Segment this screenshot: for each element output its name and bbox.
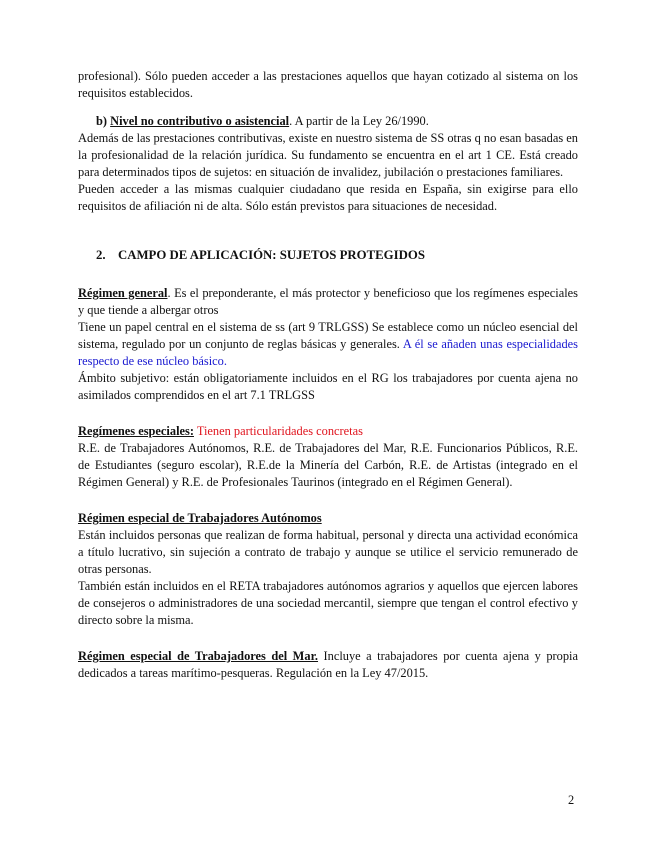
paragraph-no-contributivo: Además de las prestaciones contributivas, existe en nuestro sistema de SS otras q no esan basadas en la profesionalidad de la relación jurídica. Su fundamento se encuentra en el art 1 CE. Está creado para determinados tipos de sujetos: en situación de invalidez, jubilación o prestaciones familiares. — [78, 131, 578, 179]
paragraph-regimen-mar — [78, 648, 578, 682]
heading-nivel-no-contributivo — [78, 113, 578, 130]
re-note: Tienen particularidades concretas — [193, 424, 363, 438]
paragraph-contributivo-end: profesional). Sólo pueden acceder a las prestaciones aquellos que hayan cotizado al sistema on los requisitos establecidos. — [78, 69, 578, 100]
page-number: 2 — [568, 793, 575, 807]
rg-text: . Es el preponderante, el más protector y beneficioso que los regímenes especiales y que tiende a albergar otros — [78, 286, 578, 317]
list-marker: b) — [96, 114, 108, 128]
paragraph-reta-incluidos: Están incluidos personas que realizan de forma habitual, personal y directa una actividad económica a título lucrativo, sin sujeción a contrato de trabajo y aunque se utilice el servicio remunerado de otras personas. — [78, 528, 578, 576]
mar-title: Régimen especial de Trabajadores del Mar. — [78, 649, 319, 663]
rg-papel-text: Tiene un papel central en el sistema de ss (art 9 TRLGSS) Se establece como un núcleo esencial del sistema, regulado por un conjunto de reglas básicas y generales. — [78, 320, 578, 351]
heading-rest: . A partir de la Ley 26/1990. — [289, 114, 429, 128]
paragraph-reta-tambien: También están incluidos en el RETA trabajadores autónomos agrarios y aquellos que ejercen labores de consejeros o administradores de una sociedad mercantil, siempre que tengan el control efectivo y directo sobre la misma. — [78, 579, 578, 627]
document-page — [78, 68, 578, 682]
paragraph-re-lista: R.E. de Trabajadores Autónomos, R.E. de Trabajadores del Mar, R.E. Funcionarios Públicos, R.E. de Estudiantes (seguro escolar), R.E.de la Minería del Carbón, R.E. de Artistas (integrado en el Régimen General) y R.E. de Profesionales Taurinos (integrado en el Régimen General). — [78, 441, 578, 489]
section-title: CAMPO DE APLICACIÓN: SUJETOS PROTEGIDOS — [118, 248, 425, 262]
heading-reta: Régimen especial de Trabajadores Autónomos — [78, 511, 322, 525]
rg-title: Régimen general — [78, 286, 168, 300]
rg-papel-blue: A él se añaden unas especialidades respecto de ese núcleo básico. — [78, 337, 578, 368]
paragraph-regimen-general — [78, 285, 578, 319]
re-title: Regímenes especiales: — [78, 424, 194, 438]
section-number: 2. — [96, 248, 106, 262]
section-heading — [78, 247, 578, 264]
paragraph-regimenes-especiales — [78, 423, 578, 440]
mar-text: Incluye a trabajadores por cuenta ajena y propia dedicados a tareas marítimo-pesqueras. Regulación en la Ley 47/2015. — [78, 649, 578, 680]
paragraph-rg-ambito: Ámbito subjetivo: están obligatoriamente incluidos en el RG los trabajadores por cuenta ajena no asimilados comprendidos en el art 7.1 TRLGSS — [78, 371, 578, 402]
paragraph-rg-papel — [78, 319, 578, 370]
paragraph-acceso: Pueden acceder a las mismas cualquier ciudadano que resida en España, sin exigirse para ello requisitos de afiliación ni de alta. Sólo están previstos para situaciones de necesidad. — [78, 182, 578, 213]
heading-title: Nivel no contributivo o asistencial — [110, 114, 290, 128]
